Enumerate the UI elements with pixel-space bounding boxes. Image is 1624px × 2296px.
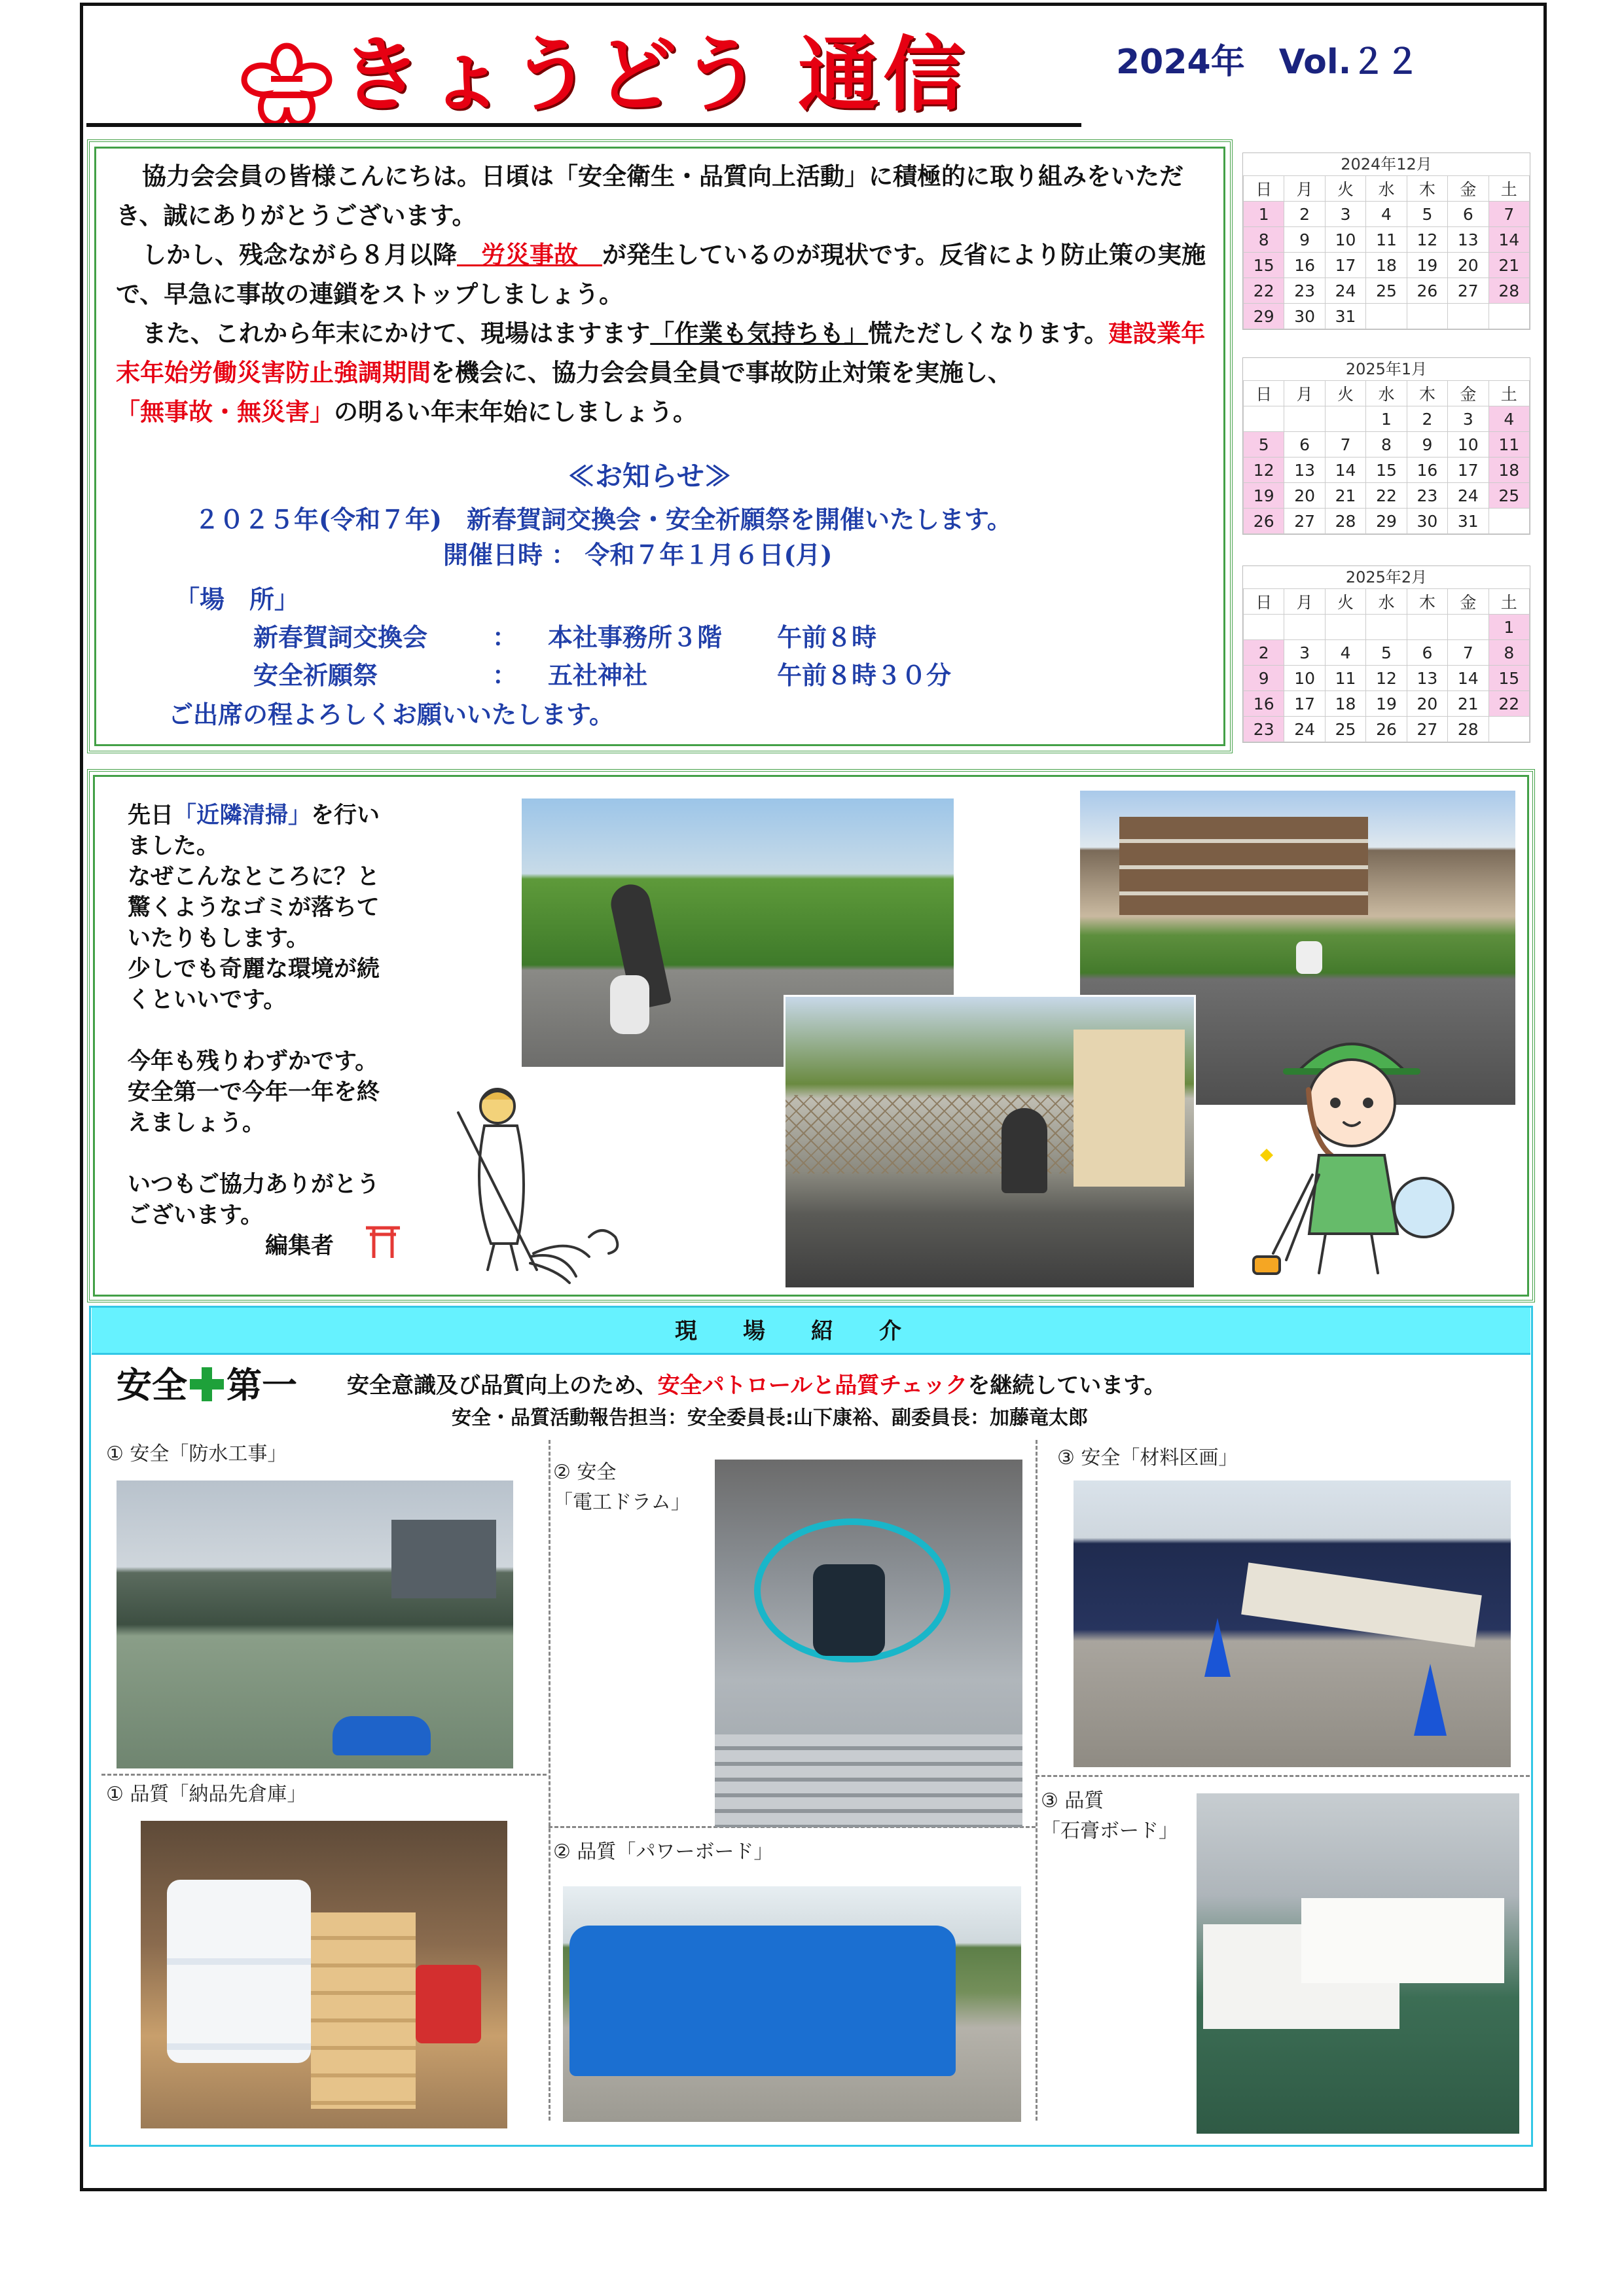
calendar-day: 9 bbox=[1244, 666, 1284, 691]
weekday-header: 土 bbox=[1489, 589, 1529, 615]
calendar-day bbox=[1407, 615, 1447, 640]
calendar-day: 2 bbox=[1244, 640, 1284, 666]
weekday-header: 水 bbox=[1366, 589, 1407, 615]
calendar-day: 22 bbox=[1366, 483, 1407, 509]
calendar-day bbox=[1284, 406, 1325, 432]
weekday-header: 金 bbox=[1448, 381, 1489, 406]
cleaning-line: 驚くようなゴミが落ちて bbox=[128, 894, 380, 921]
notice-line-1: ２０２５年(令和７年) 新春賀詞交換会・安全祈願祭を開催いたします。 bbox=[194, 505, 1012, 534]
photo-rooftop-waterproofing bbox=[117, 1480, 513, 1768]
calendar-day bbox=[1244, 406, 1284, 432]
greeting-paragraph-1: 協力会会員の皆様こんにちは。日頃は「安全衛生・品質向上活動」に積極的に取り組みをいただき、誠にありがとうございます。 bbox=[116, 162, 1183, 230]
caption-safety-drum-a: ② 安全 bbox=[553, 1461, 617, 1484]
calendar-day: 11 bbox=[1489, 432, 1529, 457]
spacer bbox=[128, 1138, 468, 1169]
traffic-cone bbox=[1414, 1664, 1447, 1736]
green-cross-icon bbox=[190, 1367, 224, 1401]
event2-place: 五社神社 bbox=[548, 660, 648, 690]
text: 慌ただしくなります。 bbox=[868, 319, 1109, 348]
greeting-paragraph-2 bbox=[116, 235, 1216, 314]
calendar-day: 17 bbox=[1448, 457, 1489, 483]
weekday-header: 火 bbox=[1325, 176, 1365, 202]
calendar-day: 15 bbox=[1366, 457, 1407, 483]
text: を継続しています。 bbox=[967, 1372, 1166, 1399]
cleaning-line: くといいです。 bbox=[128, 986, 287, 1013]
weekday-header: 火 bbox=[1325, 589, 1365, 615]
calendar-day: 23 bbox=[1284, 278, 1325, 304]
calendar-day: 16 bbox=[1244, 691, 1284, 717]
site-introduction-header: 現場紹介 bbox=[92, 1308, 1530, 1355]
calendar-day: 1 bbox=[1244, 202, 1284, 227]
event1-place: 本社事務所３階 bbox=[548, 622, 723, 652]
newsletter-title: きょうどう 通信 bbox=[340, 28, 969, 122]
place-label: 「場 所」 bbox=[175, 584, 300, 614]
caption-quality-powerboard: ② 品質「パワーボード」 bbox=[553, 1840, 774, 1863]
calendar-day: 19 bbox=[1244, 483, 1284, 509]
safety-staff-line: 安全・品質活動報告担当：安全委員長:山下康裕、副委員長：加藤竜太郎 bbox=[452, 1407, 1088, 1429]
calendar-day: 12 bbox=[1244, 457, 1284, 483]
calendar-day: 4 bbox=[1325, 640, 1365, 666]
calendar-day: 26 bbox=[1407, 278, 1447, 304]
photo-material-area bbox=[1074, 1480, 1511, 1767]
cleaning-line: えましょう。 bbox=[128, 1109, 266, 1136]
calendar-day: 30 bbox=[1284, 304, 1325, 329]
calendar-day: 19 bbox=[1407, 253, 1447, 278]
calendar-day: 14 bbox=[1448, 666, 1489, 691]
calendar-day: 8 bbox=[1489, 640, 1529, 666]
calendar-grid bbox=[1243, 380, 1530, 534]
row-divider bbox=[1036, 1775, 1530, 1777]
text: が発生しているのが現状です。反省により防止策の実施で、早急に事故の連鎖をストップしましょう。 bbox=[116, 240, 1206, 308]
calendar-day: 28 bbox=[1448, 717, 1489, 742]
calendar-day: 15 bbox=[1244, 253, 1284, 278]
weekday-header: 日 bbox=[1244, 381, 1284, 406]
weekday-header: 土 bbox=[1489, 176, 1529, 202]
calendar-day: 13 bbox=[1284, 457, 1325, 483]
calendar-day: 28 bbox=[1325, 509, 1365, 534]
calendar-day: 23 bbox=[1244, 717, 1284, 742]
event1-sep: ： bbox=[492, 622, 518, 652]
calendar-day: 2 bbox=[1284, 202, 1325, 227]
worker-figure bbox=[1296, 941, 1322, 974]
calendar-day: 21 bbox=[1325, 483, 1365, 509]
calendar-day: 28 bbox=[1489, 278, 1529, 304]
text: を行い bbox=[311, 802, 380, 829]
calendar-day: 12 bbox=[1407, 227, 1447, 253]
calendar-day: 25 bbox=[1325, 717, 1365, 742]
calendar-caption: 2025年2月 bbox=[1345, 568, 1428, 586]
calendar-day: 26 bbox=[1366, 717, 1407, 742]
calendar-day: 6 bbox=[1448, 202, 1489, 227]
calendar-day bbox=[1244, 615, 1284, 640]
cleaning-line: 少しでも奇麗な環境が続 bbox=[128, 956, 380, 982]
calendar-day: 14 bbox=[1325, 457, 1365, 483]
calendar-day: 7 bbox=[1489, 202, 1529, 227]
caption-quality-warehouse: ① 品質「納品先倉庫」 bbox=[106, 1783, 307, 1806]
calendar-day: 18 bbox=[1489, 457, 1529, 483]
calendar-day: 24 bbox=[1448, 483, 1489, 509]
campaign-highlight: 建設業年末年始労働災害防止強調期間 bbox=[116, 319, 1206, 387]
calendar-day bbox=[1284, 615, 1325, 640]
weekday-header: 月 bbox=[1284, 176, 1325, 202]
cleaning-line: 今年も残りわずかです。 bbox=[128, 1048, 378, 1075]
calendar-day: 5 bbox=[1244, 432, 1284, 457]
calendar-day: 14 bbox=[1489, 227, 1529, 253]
traffic-cone bbox=[1204, 1618, 1231, 1677]
calendar-day: 1 bbox=[1366, 406, 1407, 432]
calendar-day: 22 bbox=[1489, 691, 1529, 717]
text: を機会に、協力会会員全員で事故防止対策を実施し、 bbox=[431, 358, 1012, 387]
calendar-day: 8 bbox=[1366, 432, 1407, 457]
photo-powerboard-covered bbox=[563, 1886, 1021, 2122]
calendar-2024-12 bbox=[1242, 152, 1530, 330]
calendar-day: 21 bbox=[1448, 691, 1489, 717]
calendar-day bbox=[1407, 304, 1447, 329]
no-accident-highlight: 「無事故・無災害」 bbox=[116, 397, 334, 426]
cleaning-photo-fence bbox=[784, 995, 1196, 1289]
calendar-day: 10 bbox=[1284, 666, 1325, 691]
event1-name: 新春賀詞交換会 bbox=[253, 622, 428, 652]
text: しかし、残念ながら８月以降 bbox=[142, 240, 457, 269]
calendar-day bbox=[1489, 717, 1529, 742]
calendar-day bbox=[1489, 509, 1529, 534]
weekday-header: 水 bbox=[1366, 381, 1407, 406]
calendar-day: 30 bbox=[1407, 509, 1447, 534]
calendar-day: 22 bbox=[1244, 278, 1284, 304]
greeting-box bbox=[87, 139, 1233, 753]
safety-first-title bbox=[117, 1363, 313, 1408]
blue-tarp bbox=[569, 1926, 956, 2076]
rooftop-unit bbox=[391, 1520, 496, 1598]
calendar-grid bbox=[1243, 588, 1530, 742]
calendar-day: 11 bbox=[1325, 666, 1365, 691]
calendar-day: 25 bbox=[1489, 483, 1529, 509]
text: 第一 bbox=[226, 1365, 297, 1406]
issue-number: 2024年 Vol.２２ bbox=[1116, 43, 1420, 82]
calendar-day: 5 bbox=[1366, 640, 1407, 666]
safety-lead-text bbox=[347, 1369, 1460, 1402]
weekday-header: 日 bbox=[1244, 176, 1284, 202]
calendar-day: 9 bbox=[1284, 227, 1325, 253]
cleaning-line: いつもご協力ありがとう bbox=[128, 1171, 380, 1198]
calendar-day: 31 bbox=[1325, 304, 1365, 329]
calendar-day: 3 bbox=[1448, 406, 1489, 432]
weekday-header: 月 bbox=[1284, 589, 1325, 615]
text: 安全意識及び品質向上のため、 bbox=[347, 1372, 658, 1399]
notice-title: ≪お知らせ≫ bbox=[568, 460, 732, 492]
calendar-day: 3 bbox=[1325, 202, 1365, 227]
calendar-day: 7 bbox=[1448, 640, 1489, 666]
weekday-header: 土 bbox=[1489, 381, 1529, 406]
calendar-day bbox=[1325, 406, 1365, 432]
caption-quality-gypsum-b: 「石膏ボード」 bbox=[1041, 1820, 1178, 1842]
calendar-day: 2 bbox=[1407, 406, 1447, 432]
blue-tarp bbox=[333, 1716, 431, 1755]
stacked-material bbox=[1241, 1562, 1482, 1647]
photo-gypsum-board bbox=[1197, 1793, 1519, 2134]
patrol-highlight: 安全パトロールと品質チェック bbox=[657, 1372, 968, 1399]
column-divider bbox=[1036, 1440, 1038, 2121]
accident-highlight: 労災事故 bbox=[457, 240, 602, 269]
event2-sep: ： bbox=[492, 660, 518, 690]
gypsum-stack bbox=[1301, 1898, 1504, 1983]
calendar-day: 6 bbox=[1284, 432, 1325, 457]
wooden-fence bbox=[1074, 1030, 1185, 1187]
column-divider bbox=[549, 1440, 550, 2121]
text: 先日 bbox=[128, 802, 174, 829]
calendar-day: 3 bbox=[1284, 640, 1325, 666]
calendar-day: 13 bbox=[1407, 666, 1447, 691]
cleaning-message bbox=[128, 800, 468, 1261]
paint-buckets bbox=[167, 1880, 311, 2063]
calendar-day: 21 bbox=[1489, 253, 1529, 278]
metal-studs bbox=[715, 1734, 1022, 1827]
calendar-day: 9 bbox=[1407, 432, 1447, 457]
calendar-day bbox=[1366, 304, 1407, 329]
cleaning-line: 安全第一で今年一年を終 bbox=[128, 1079, 380, 1105]
calendar-caption: 2025年1月 bbox=[1345, 360, 1428, 378]
caption-quality-gypsum-a: ③ 品質 bbox=[1041, 1789, 1104, 1812]
girl-with-trash-illustration bbox=[1247, 1011, 1483, 1286]
calendar-day: 5 bbox=[1407, 202, 1447, 227]
title-underline bbox=[86, 123, 1081, 127]
weekday-header: 木 bbox=[1407, 381, 1447, 406]
calendar-day bbox=[1489, 304, 1529, 329]
calendar-day: 18 bbox=[1325, 691, 1365, 717]
work-feeling-highlight: 「作業も気持ちも」 bbox=[650, 319, 869, 348]
calendar-day: 20 bbox=[1448, 253, 1489, 278]
weekday-header: 金 bbox=[1448, 176, 1489, 202]
cleaning-highlight: 「近隣清掃」 bbox=[173, 802, 312, 829]
notice-date: 開催日時 ： 令和７年１月６日(月) bbox=[443, 540, 833, 569]
text: の明るい年末年始にしましょう。 bbox=[334, 397, 697, 426]
editor-line bbox=[128, 1230, 468, 1261]
calendar-day: 27 bbox=[1407, 717, 1447, 742]
calendar-day: 20 bbox=[1407, 691, 1447, 717]
calendar-day bbox=[1366, 615, 1407, 640]
weekday-header: 日 bbox=[1244, 589, 1284, 615]
calendar-grid bbox=[1243, 175, 1530, 329]
cleaning-line: ございます。 bbox=[128, 1202, 264, 1229]
row-divider bbox=[101, 1774, 547, 1776]
calendar-day: 31 bbox=[1448, 509, 1489, 534]
editor-label: 編集者 bbox=[265, 1232, 334, 1259]
closing-line: ご出席の程よろしくお願いいたします。 bbox=[168, 700, 614, 729]
calendar-day: 29 bbox=[1366, 509, 1407, 534]
apartment-building bbox=[1119, 817, 1368, 915]
trash-bag bbox=[610, 975, 649, 1034]
caption-safety-drum-b: 「電工ドラム」 bbox=[553, 1491, 691, 1514]
cleaning-line bbox=[128, 800, 468, 831]
photo-electric-drum bbox=[715, 1460, 1022, 1827]
calendar-day: 17 bbox=[1325, 253, 1365, 278]
calendar-day: 13 bbox=[1448, 227, 1489, 253]
calendar-day: 7 bbox=[1325, 432, 1365, 457]
calendar-day: 19 bbox=[1366, 691, 1407, 717]
calendar-day: 12 bbox=[1366, 666, 1407, 691]
event2-name: 安全祈願祭 bbox=[253, 660, 378, 690]
calendar-day bbox=[1448, 615, 1489, 640]
calendar-day: 16 bbox=[1284, 253, 1325, 278]
calendar-day: 18 bbox=[1366, 253, 1407, 278]
text: また、これから年末にかけて、現場はますます bbox=[142, 319, 651, 348]
calendar-2025-02 bbox=[1242, 565, 1530, 743]
calendar-day: 6 bbox=[1407, 640, 1447, 666]
calendar-day: 11 bbox=[1366, 227, 1407, 253]
greeting-paragraph-3 bbox=[116, 314, 1216, 431]
calendar-day: 26 bbox=[1244, 509, 1284, 534]
calendar-day: 23 bbox=[1407, 483, 1447, 509]
weekday-header: 月 bbox=[1284, 381, 1325, 406]
calendar-day: 27 bbox=[1284, 509, 1325, 534]
calendar-day bbox=[1325, 615, 1365, 640]
calendar-2025-01 bbox=[1242, 357, 1530, 535]
calendar-day: 10 bbox=[1448, 432, 1489, 457]
calendar-day: 16 bbox=[1407, 457, 1447, 483]
calendar-day: 17 bbox=[1284, 691, 1325, 717]
cleaning-line: なぜこんなところに？と bbox=[128, 863, 380, 890]
calendar-day: 20 bbox=[1284, 483, 1325, 509]
calendar-day: 25 bbox=[1366, 278, 1407, 304]
calendar-day: 24 bbox=[1284, 717, 1325, 742]
sakura-logo-icon bbox=[234, 38, 339, 130]
calendar-day: 24 bbox=[1325, 278, 1365, 304]
weekday-header: 金 bbox=[1448, 589, 1489, 615]
torii-icon bbox=[363, 1223, 403, 1259]
calendar-day: 29 bbox=[1244, 304, 1284, 329]
calendar-day: 27 bbox=[1448, 278, 1489, 304]
text: 安全 bbox=[117, 1365, 187, 1406]
red-container bbox=[416, 1965, 481, 2043]
calendar-day: 4 bbox=[1366, 202, 1407, 227]
calendar-day: 1 bbox=[1489, 615, 1529, 640]
spacer bbox=[128, 1015, 468, 1046]
caption-safety-material: ③ 安全「材料区画」 bbox=[1057, 1446, 1238, 1469]
weekday-header: 水 bbox=[1366, 176, 1407, 202]
calendar-day: 15 bbox=[1489, 666, 1529, 691]
cleaning-line: ました。 bbox=[128, 833, 220, 859]
sweeping-man-illustration bbox=[432, 1073, 641, 1289]
event1-time: 午前８時 bbox=[777, 622, 877, 652]
caption-safety-waterproof: ① 安全「防水工事」 bbox=[106, 1443, 287, 1465]
calendar-day: 8 bbox=[1244, 227, 1284, 253]
calendar-caption: 2024年12月 bbox=[1341, 155, 1432, 173]
calendar-day: 4 bbox=[1489, 406, 1529, 432]
worker-figure bbox=[1001, 1108, 1047, 1193]
cleaning-line: いたりもします。 bbox=[128, 925, 310, 952]
cement-bags bbox=[311, 1912, 416, 2109]
calendar-day bbox=[1448, 304, 1489, 329]
photo-warehouse-materials bbox=[141, 1821, 507, 2128]
weekday-header: 木 bbox=[1407, 176, 1447, 202]
event2-time: 午前８時３０分 bbox=[777, 660, 952, 690]
weekday-header: 火 bbox=[1325, 381, 1365, 406]
weekday-header: 木 bbox=[1407, 589, 1447, 615]
calendar-day: 10 bbox=[1325, 227, 1365, 253]
drum-body bbox=[813, 1564, 885, 1656]
